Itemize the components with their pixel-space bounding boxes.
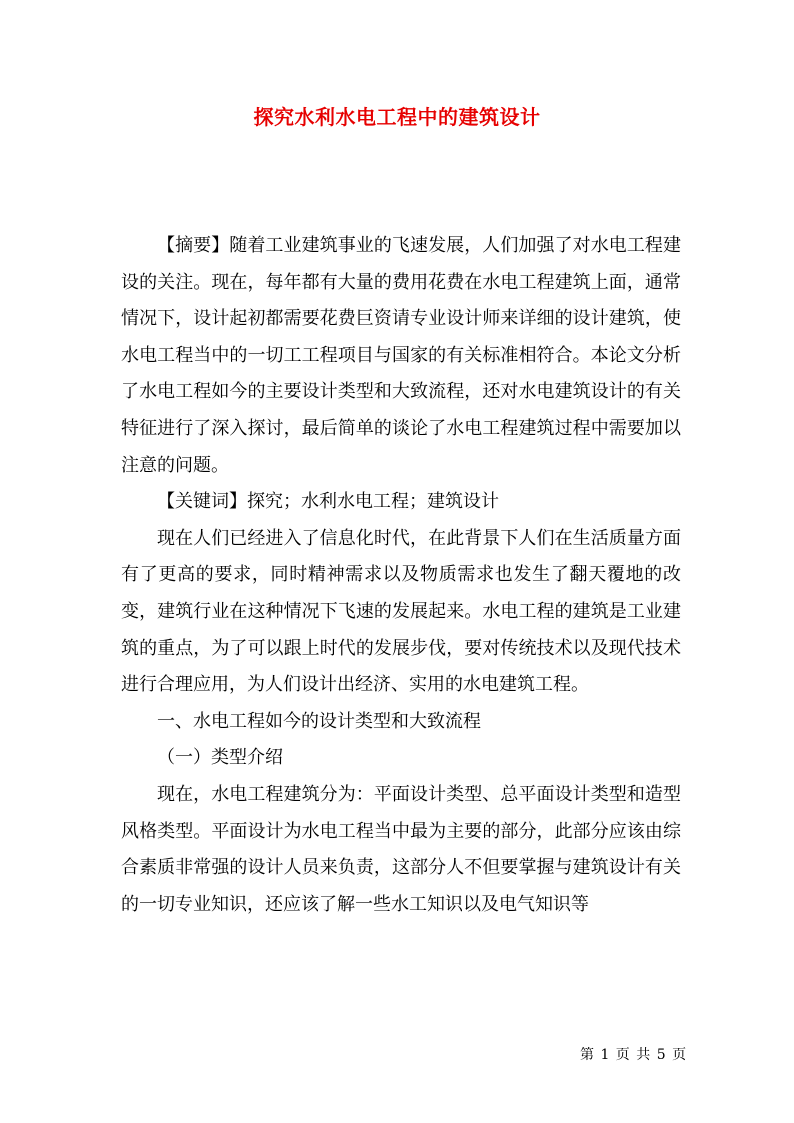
document-title: 探究水利水电工程中的建筑设计 <box>253 105 541 129</box>
keywords-paragraph: 【关键词】探究；水利水电工程；建筑设计 <box>157 491 499 513</box>
abstract-paragraph: 【摘要】随着工业建筑事业的飞速发展，人们加强了对水电工程建设的关注。现在，每年都有大量的费用花费在水电工程建筑上面，通常情况下，设计起初都需要花费巨资请专业设计师来详细的设计建筑，使水电工程当中的一切工工程项目与国家的有关标准相符合。本论文分析了水电工程如今的主要设计类型和大致流程，还对水电建筑设计的有关特征进行了深入探讨，最后简单的谈论了水电工程建筑过程中需要加以注意的问题。 <box>121 235 681 476</box>
document-body <box>121 228 681 923</box>
subsection-heading: （一）类型介绍 <box>157 747 283 769</box>
page-number: 第 1 页 共 5 页 <box>580 1047 688 1063</box>
section-heading: 一、水电工程如今的设计类型和大致流程 <box>157 710 481 732</box>
subsection-paragraph: 现在，水电工程建筑分为：平面设计类型、总平面设计类型和造型风格类型。平面设计为水电工程当中最为主要的部分，此部分应该由综合素质非常强的设计人员来负责，这部分人不但要掌握与建筑设计有关的一切专业知识，还应该了解一些水工知识以及电气知识等 <box>121 783 681 915</box>
intro-paragraph: 现在人们已经进入了信息化时代，在此背景下人们在生活质量方面有了更高的要求，同时精神需求以及物质需求也发生了翻天覆地的改变，建筑行业在这种情况下飞速的发展起来。水电工程的建筑是工业建筑的重点，为了可以跟上时代的发展步伐，要对传统技术以及现代技术进行合理应用，为人们设计出经济、实用的水电建筑工程。 <box>121 527 681 696</box>
